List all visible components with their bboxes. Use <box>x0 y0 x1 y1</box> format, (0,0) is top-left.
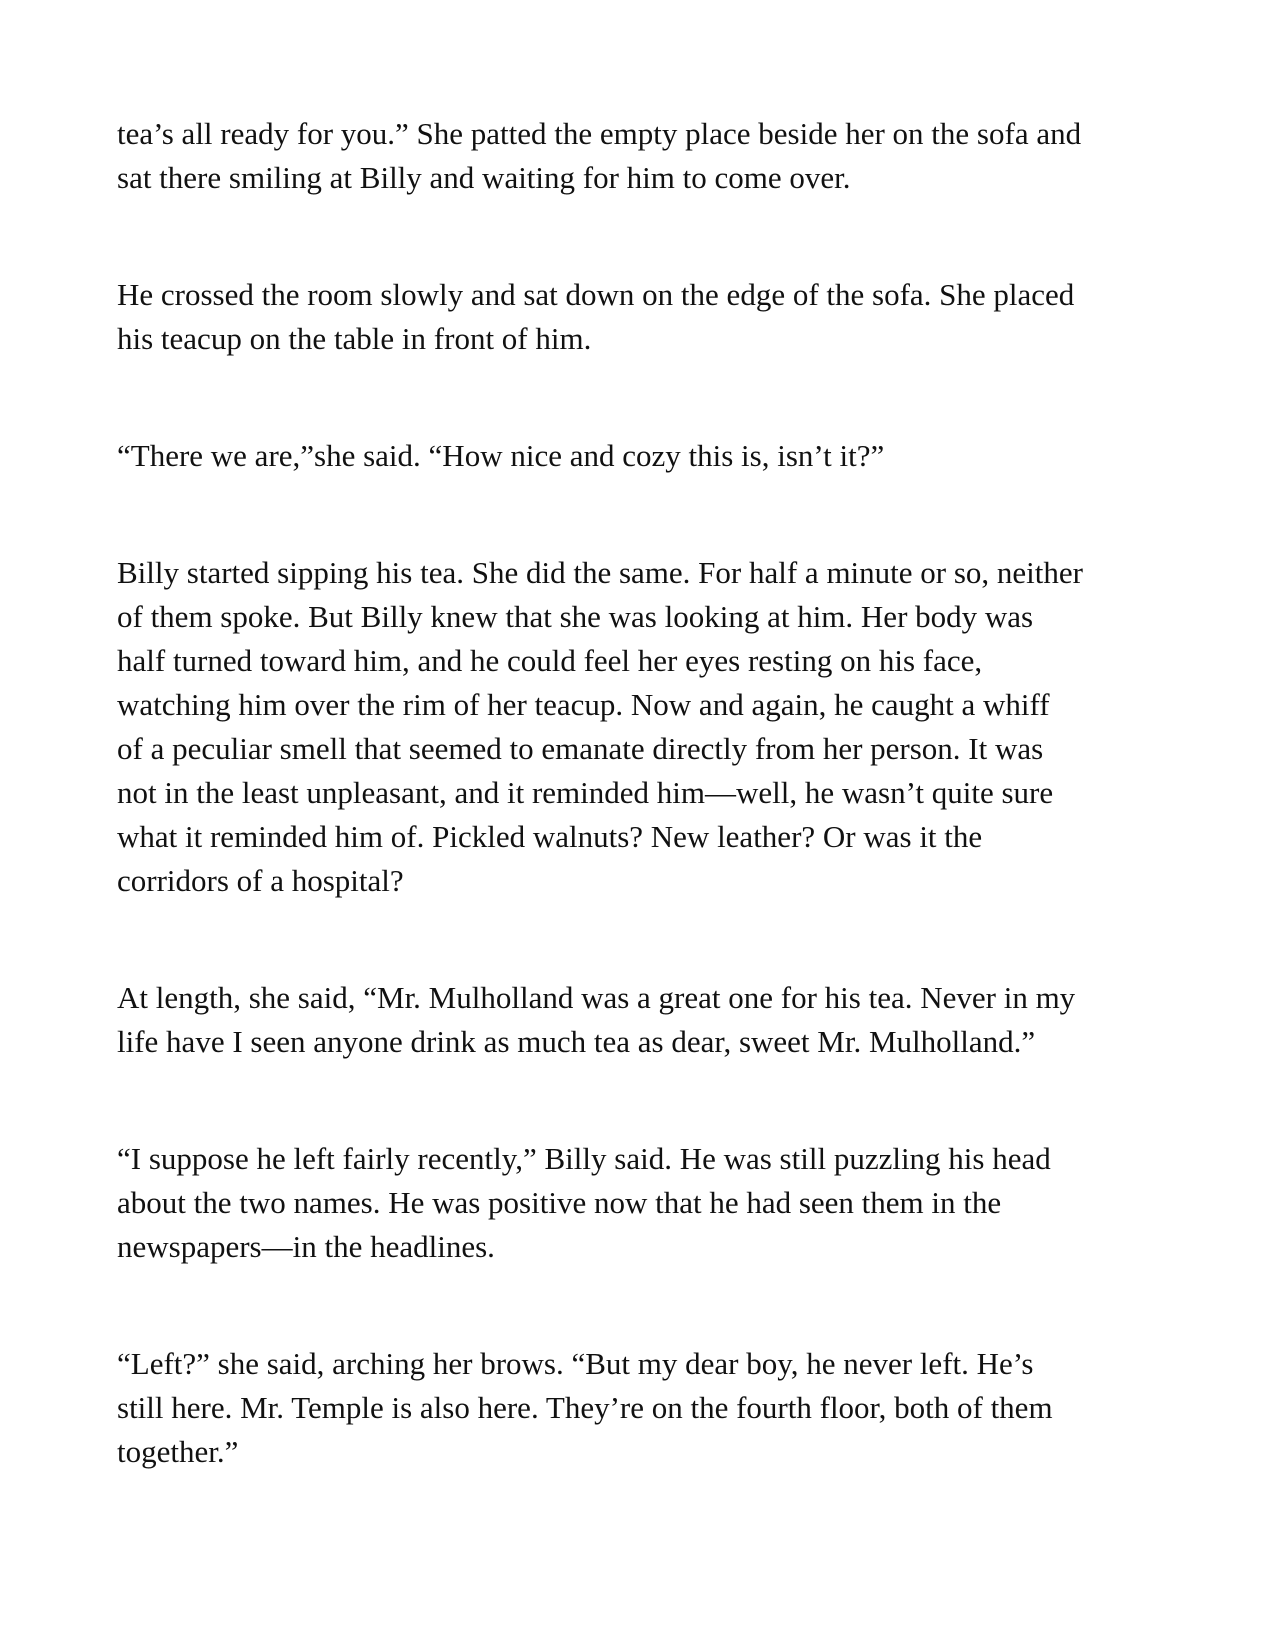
text-line: Billy started sipping his tea. She did the same. For half a minute or so, neither <box>117 555 1083 590</box>
text-line: not in the least unpleasant, and it reminded him—well, he wasn’t quite sure <box>117 775 1054 810</box>
text-line: corridors of a hospital? <box>117 863 404 898</box>
paragraph <box>117 1342 1167 1474</box>
text-line: tea’s all ready for you.” She patted the empty place beside her on the sofa and <box>117 116 1082 151</box>
text-line: life have I seen anyone drink as much tea as dear, sweet Mr. Mulholland.” <box>117 1024 1036 1059</box>
text-line: still here. Mr. Temple is also here. They’re on the fourth floor, both of them <box>117 1390 1053 1425</box>
story-text <box>117 112 1167 1547</box>
paragraph <box>117 1137 1167 1269</box>
text-line: of a peculiar smell that seemed to emanate directly from her person. It was <box>117 731 1044 766</box>
text-line: “Left?” she said, arching her brows. “But my dear boy, he never left. He’s <box>117 1346 1034 1381</box>
paragraph <box>117 434 1167 478</box>
text-line: He crossed the room slowly and sat down on the edge of the sofa. She placed <box>117 277 1075 312</box>
text-line: about the two names. He was positive now that he had seen them in the <box>117 1185 1002 1220</box>
text-line: watching him over the rim of her teacup. Now and again, he caught a whiff <box>117 687 1050 722</box>
paragraph <box>117 976 1167 1064</box>
text-line: his teacup on the table in front of him. <box>117 321 592 356</box>
text-line: of them spoke. But Billy knew that she was looking at him. Her body was <box>117 599 1034 634</box>
paragraph <box>117 112 1167 200</box>
text-line: what it reminded him of. Pickled walnuts? New leather? Or was it the <box>117 819 983 854</box>
text-line: “I suppose he left fairly recently,” Billy said. He was still puzzling his head <box>117 1141 1051 1176</box>
paragraph <box>117 551 1167 903</box>
text-line: newspapers—in the headlines. <box>117 1229 495 1264</box>
text-line: half turned toward him, and he could feel her eyes resting on his face, <box>117 643 983 678</box>
text-line: At length, she said, “Mr. Mulholland was a great one for his tea. Never in my <box>117 980 1076 1015</box>
text-line: “There we are,”she said. “How nice and cozy this is, isn’t it?” <box>117 438 885 473</box>
text-line: together.” <box>117 1434 239 1469</box>
paragraph <box>117 273 1167 361</box>
text-line: sat there smiling at Billy and waiting for him to come over. <box>117 160 851 195</box>
